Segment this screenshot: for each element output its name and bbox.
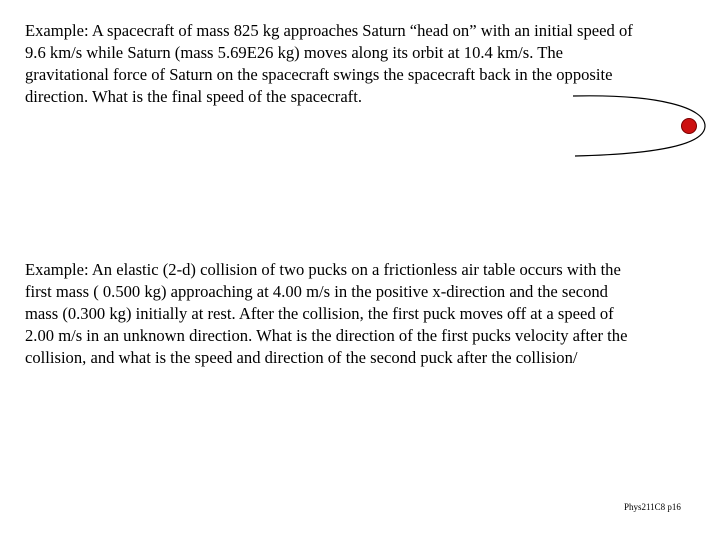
example-2-line: Example: An elastic (2-d) collision of two pucks on a frictionless air table occurs with the: [25, 260, 621, 279]
example-1-line: Example: A spacecraft of mass 825 kg approaches Saturn “head on” with an initial speed of: [25, 21, 633, 40]
example-2-line: mass (0.300 kg) initially at rest. After the collision, the first puck moves off at a speed of: [25, 304, 614, 323]
example-2-line: first mass ( 0.500 kg) approaching at 4.00 m/s in the positive x-direction and the second: [25, 282, 608, 301]
example-2-line: 2.00 m/s in an unknown direction. What is the direction of the first pucks velocity after the: [25, 326, 628, 345]
example-1-line: gravitational force of Saturn on the spacecraft swings the spacecraft back in the opposite: [25, 65, 613, 84]
example-2-line: collision, and what is the speed and direction of the second puck after the collision/: [25, 348, 578, 367]
page-footer: Phys211C8 p16: [624, 502, 681, 512]
example-1-line: 9.6 km/s while Saturn (mass 5.69E26 kg) moves along its orbit at 10.4 km/s. The: [25, 43, 564, 62]
example-1-line: direction. What is the final speed of the spacecraft.: [25, 87, 362, 106]
saturn-planet-icon: [682, 119, 697, 134]
example-2-text: [25, 259, 705, 369]
